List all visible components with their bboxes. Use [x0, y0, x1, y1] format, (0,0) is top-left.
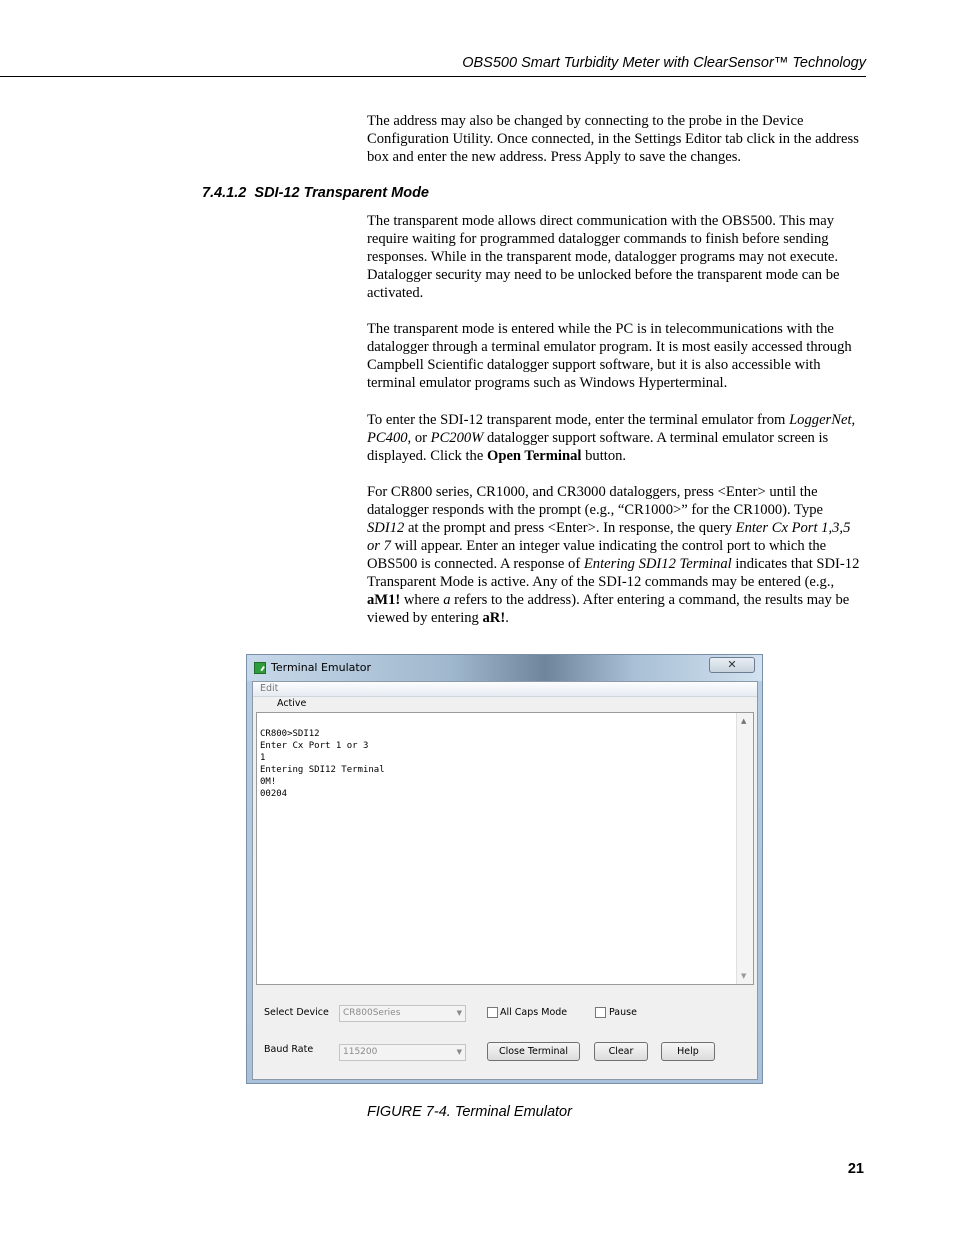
window-client-area — [252, 681, 758, 1080]
italic-pc400: PC400 — [367, 430, 408, 446]
baud-rate-label: Baud Rate — [264, 1044, 314, 1055]
controls-panel — [253, 986, 757, 1079]
select-device-label: Select Device — [264, 1007, 329, 1018]
terminal-line: CR800>SDI12 — [260, 729, 320, 739]
header-rule — [0, 76, 866, 77]
chevron-down-icon: ▼ — [456, 1048, 462, 1056]
status-active: Active — [277, 698, 307, 709]
paragraph-1: The transparent mode allows direct communication with the OBS500. This may require waiting for programmed datalogger commands to finish before sending responses. While in the transparent mode, datalogger programs may not execute. Datalogger security may need to be unlocked before the transparent mode can be activated. — [367, 213, 840, 301]
menu-edit[interactable]: Edit — [260, 683, 279, 694]
terminal-line: 00204 — [260, 789, 288, 799]
terminal-line: Enter Cx Port 1 or 3 — [260, 741, 369, 751]
status-row — [253, 697, 757, 711]
running-header: OBS500 Smart Turbidity Meter with ClearSensor™ Technology — [462, 55, 866, 71]
paragraph-4: For CR800 series, CR1000, and CR3000 dataloggers, press <Enter> until the datalogger responds with the prompt (e.g., “CR1000>” for the CR1000). Type SDI12 at the prompt and press <Enter>. In response, the query Enter Cx Port 1,3,5 or 7 will appear. Enter an integer value indicating the control port to which the OBS500 is connected. A response of Entering SDI12 Terminal indicates that SDI-12 Transparent Mode is active. Any of the SDI-12 commands may be entered (e.g., aM1! where a refers to the address). After entering a command, the results may be viewed by entering aR!. — [367, 484, 860, 626]
terminal-output[interactable] — [256, 712, 754, 985]
terminal-lines — [260, 728, 385, 800]
page-number: 21 — [847, 1161, 864, 1177]
all-caps-label: All Caps Mode — [500, 1007, 568, 1018]
baud-rate-dropdown[interactable]: 115200 ▼ — [339, 1044, 466, 1061]
section-title: SDI-12 Transparent Mode — [254, 185, 429, 201]
italic-pc200w: PC200W — [430, 430, 484, 446]
terminal-line: Entering SDI12 Terminal — [260, 765, 385, 775]
clear-button[interactable]: Clear — [594, 1042, 648, 1061]
section-number: 7.4.1.2 — [202, 185, 247, 201]
terminal-line: 1 — [260, 753, 266, 763]
italic-loggernet: LoggerNet — [789, 412, 852, 428]
menu-bar — [253, 682, 757, 697]
paragraph-address: The address may also be changed by connecting to the probe in the Device Configuration Utility. Once connected, in the Settings Editor tab click in the address box and enter the new address. Press Apply to save the changes. — [367, 113, 859, 165]
title-bar — [247, 655, 762, 681]
pause-checkbox[interactable] — [595, 1007, 606, 1018]
paragraph-3: To enter the SDI-12 transparent mode, enter the terminal emulator from LoggerNet, PC400, or PC200W datalogger support software. A terminal emulator screen is displayed. Click the Open Terminal button. — [367, 412, 856, 464]
window-title: Terminal Emulator — [271, 661, 371, 674]
pause-label: Pause — [609, 1007, 637, 1018]
close-window-button[interactable]: ✕ — [709, 657, 755, 673]
vertical-scrollbar[interactable] — [736, 713, 753, 984]
figure-caption: FIGURE 7-4. Terminal Emulator — [367, 1104, 572, 1120]
scroll-down-icon[interactable]: ▼ — [741, 972, 747, 980]
bold-open-terminal: Open Terminal — [486, 448, 582, 464]
terminal-line: 0M! — [260, 777, 277, 787]
paragraph-2: The transparent mode is entered while the PC is in telecommunications with the datalogger through a terminal emulator program. It is most easily accessed through Campbell Scientific datalogger support software, but it is also accessible with terminal emulator programs such as Windows Hyperterminal. — [367, 321, 852, 391]
close-terminal-button[interactable]: Close Terminal — [487, 1042, 580, 1061]
scroll-up-icon[interactable]: ▲ — [741, 717, 747, 725]
all-caps-checkbox[interactable] — [487, 1007, 498, 1018]
section-heading — [202, 185, 429, 201]
chevron-down-icon: ▼ — [456, 1009, 462, 1017]
terminal-emulator-window — [246, 654, 763, 1084]
app-icon — [254, 662, 266, 674]
help-button[interactable]: Help — [661, 1042, 715, 1061]
select-device-dropdown[interactable]: CR800Series ▼ — [339, 1005, 466, 1022]
